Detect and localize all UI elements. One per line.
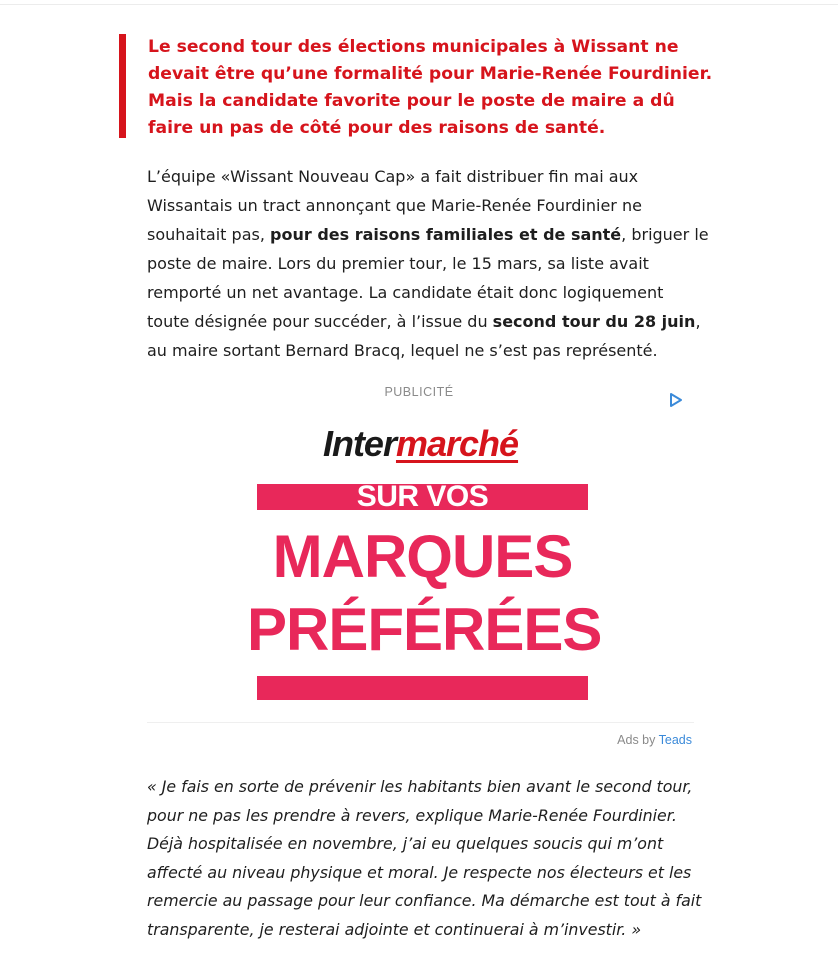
paragraph-text: , briguer le (621, 225, 709, 244)
paragraph-text: toute désignée pour succéder, à l’issue du (147, 312, 493, 331)
paragraph-line: au maire sortant Bernard Bracq, lequel ne s’est pas représenté. (147, 341, 658, 360)
ad-headline: MARQUES (272, 523, 573, 590)
article-quote (147, 773, 707, 944)
ad-divider (147, 722, 694, 723)
paragraph-line: poste de maire. Lors du premier tour, le 15 mars, sa liste avait (147, 254, 649, 273)
lead-line: Mais la candidate favorite pour le poste de maire a dû (148, 91, 675, 111)
paragraph-text: , (695, 312, 701, 331)
ads-by-label: Ads by (617, 733, 656, 747)
lead-accent-bar (119, 34, 126, 138)
quote-line: remercie au passage pour leur confiance. Ma démarche est tout à fait (147, 891, 702, 910)
paragraph-line: remporté un net avantage. La candidate était donc logiquement (147, 283, 664, 302)
quote-line: Déjà hospitalisée en novembre, j’ai eu quelques soucis qui m’ont (147, 834, 664, 853)
quote-line: « Je fais en sorte de prévenir les habitants bien avant le second tour, (147, 777, 693, 796)
logo-text: Inter (322, 423, 396, 464)
lead-line: Le second tour des élections municipales à Wissant ne (148, 37, 679, 57)
quote-line: pour ne pas les prendre à revers, explique Marie-Renée Fourdinier. (147, 805, 677, 825)
lead-line: faire un pas de côté pour des raisons de santé. (148, 118, 606, 138)
ad-subtitle: SUR VOS (356, 480, 489, 513)
logo-text: marché (395, 423, 519, 464)
quote-line: transparente, je resterai adjointe et continuerai à m’investir. » (147, 919, 642, 939)
ad-banner[interactable] (147, 410, 694, 722)
paragraph-line (147, 307, 707, 336)
ad-band (257, 676, 588, 700)
article-lead (119, 34, 719, 142)
quote-line: affecté au niveau physique et moral. Je respecte nos électeurs et les (147, 862, 692, 882)
teads-link[interactable]: Teads (658, 733, 692, 747)
lead-line: devait être qu’une formalité pour Marie-Renée Fourdinier. (148, 64, 713, 84)
intermarche-logo (147, 424, 694, 464)
paragraph-text: souhaitait pas, (147, 225, 271, 244)
paragraph-emphasis: pour des raisons familiales et de santé (270, 225, 622, 244)
top-divider (0, 4, 838, 5)
lead-text (148, 34, 712, 142)
ads-by-attribution (560, 733, 692, 747)
adchoices-icon[interactable] (668, 392, 684, 408)
paragraph-line: L’équipe «Wissant Nouveau Cap» a fait distribuer fin mai aux (147, 167, 639, 186)
paragraph-line: Wissantais un tract annonçant que Marie-Renée Fourdinier ne (147, 196, 642, 215)
advertisement-label: PUBLICITÉ (384, 385, 454, 399)
ad-headline: PRÉFÉRÉES (247, 596, 602, 663)
paragraph-emphasis: second tour du 28 juin (492, 312, 696, 331)
article-paragraph (147, 162, 707, 365)
paragraph-line (147, 220, 707, 249)
